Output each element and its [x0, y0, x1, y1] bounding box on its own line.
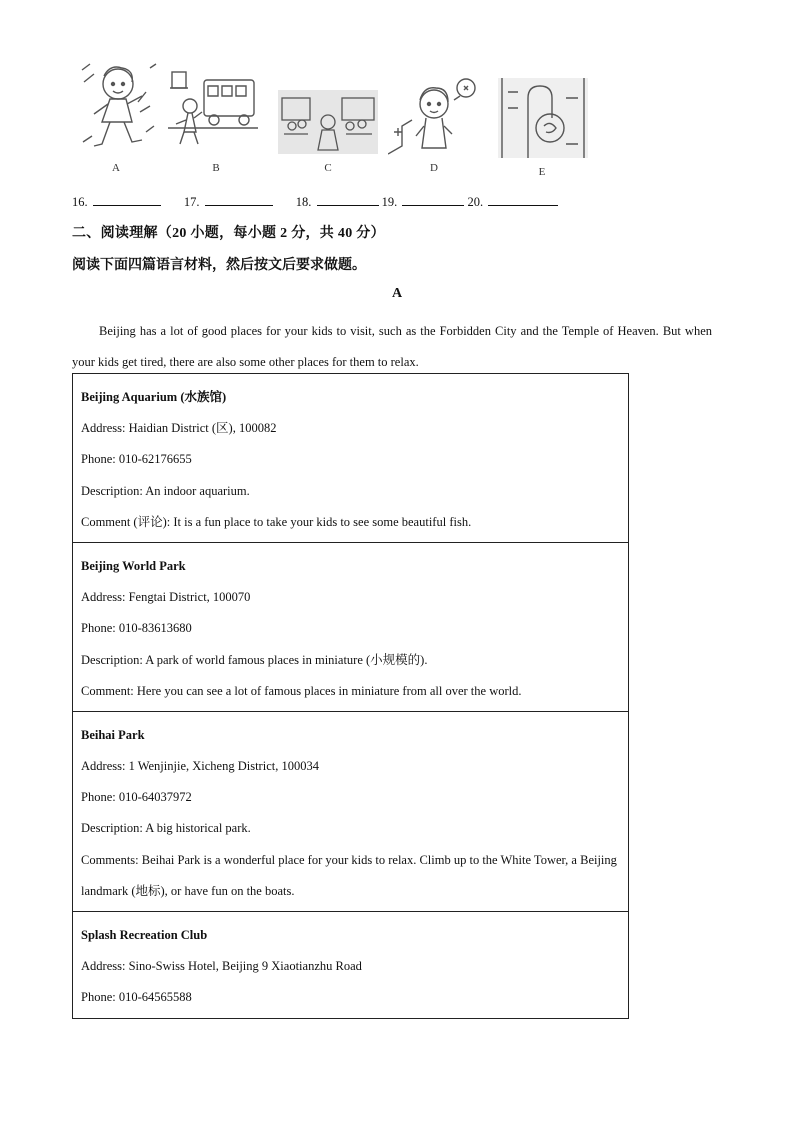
section-title: 二、阅读理解（20 小题，每小题 2 分，共 40 分） — [72, 226, 385, 241]
answer-label-20: 20. — [467, 195, 484, 209]
picture-d — [388, 76, 480, 156]
answer-label-16: 16. — [72, 195, 88, 209]
answer-label-17: 17. — [183, 195, 200, 209]
picture-label-b: B — [212, 162, 220, 174]
place-phone: Phone: 010-62176655 — [81, 452, 192, 467]
place-address: Address: Fengtai District, 100070 — [81, 590, 251, 605]
crowd-illustration — [278, 90, 378, 154]
picture-label-a: A — [112, 162, 120, 174]
place-block-aquarium — [73, 374, 628, 543]
picture-strip — [72, 62, 602, 184]
picture-e — [498, 78, 588, 158]
place-comment: Comment: Here you can see a lot of famous places in miniature from all over the world. — [81, 683, 522, 698]
place-address: Address: Sino-Swiss Hotel, Beijing 9 Xiaotianzhu Road — [81, 959, 362, 974]
place-description: Description: A park of world famous places in miniature (小规模的). — [81, 652, 428, 667]
place-block-beihai-park — [73, 712, 628, 912]
picture-label-d: D — [430, 162, 438, 174]
place-address: Address: Haidian District (区), 100082 — [81, 421, 277, 436]
closeup-illustration — [498, 78, 588, 158]
place-phone: Phone: 010-64037972 — [81, 790, 192, 805]
picture-a — [80, 62, 158, 154]
running-child-illustration — [80, 62, 158, 154]
place-comment: Comments: Beihai Park is a wonderful place for your kids to relax. Climb up to the White Tower, a Beijing landmark (地标), or have fun on the boats. — [81, 852, 617, 898]
picture-c — [278, 90, 378, 154]
answer-blank-19[interactable] — [402, 193, 464, 206]
picture-b — [168, 62, 258, 154]
answer-label-19: 19. — [381, 195, 398, 209]
thinking-girl-illustration — [388, 76, 480, 156]
place-block-world-park — [73, 543, 628, 712]
answer-blanks-row — [72, 193, 558, 210]
place-description: Description: A big historical park. — [81, 821, 251, 836]
passage-letter: A — [391, 286, 403, 301]
place-name: Beijing Aquarium (水族馆) — [81, 390, 227, 404]
answer-blank-16[interactable] — [93, 193, 161, 206]
place-comment: Comment (评论): It is a fun place to take your kids to see some beautiful fish. — [81, 514, 472, 529]
place-name: Beihai Park — [81, 727, 145, 742]
answer-label-18: 18. — [295, 195, 312, 209]
answer-blank-18[interactable] — [317, 193, 379, 206]
picture-label-c: C — [324, 162, 332, 174]
place-phone: Phone: 010-64565588 — [81, 990, 192, 1005]
place-phone: Phone: 010-83613680 — [81, 621, 192, 636]
place-name: Beijing World Park — [81, 558, 186, 573]
bus-stop-illustration — [168, 62, 258, 154]
place-name: Splash Recreation Club — [81, 928, 208, 943]
passage-intro: Beijing has a lot of good places for your kids to visit, such as the Forbidden City and the Temple of Heaven. But when your kids get tired, there are also some other places for them to relax. — [72, 324, 712, 369]
place-block-splash-club — [73, 912, 628, 1019]
picture-label-e: E — [538, 166, 546, 178]
answer-blank-20[interactable] — [488, 193, 558, 206]
places-table — [72, 373, 629, 1019]
answer-blank-17[interactable] — [205, 193, 273, 206]
section-instruction: 阅读下面四篇语言材料，然后按文后要求做题。 — [72, 258, 366, 273]
place-description: Description: An indoor aquarium. — [81, 483, 250, 498]
place-address: Address: 1 Wenjinjie, Xicheng District, 100034 — [81, 759, 319, 774]
